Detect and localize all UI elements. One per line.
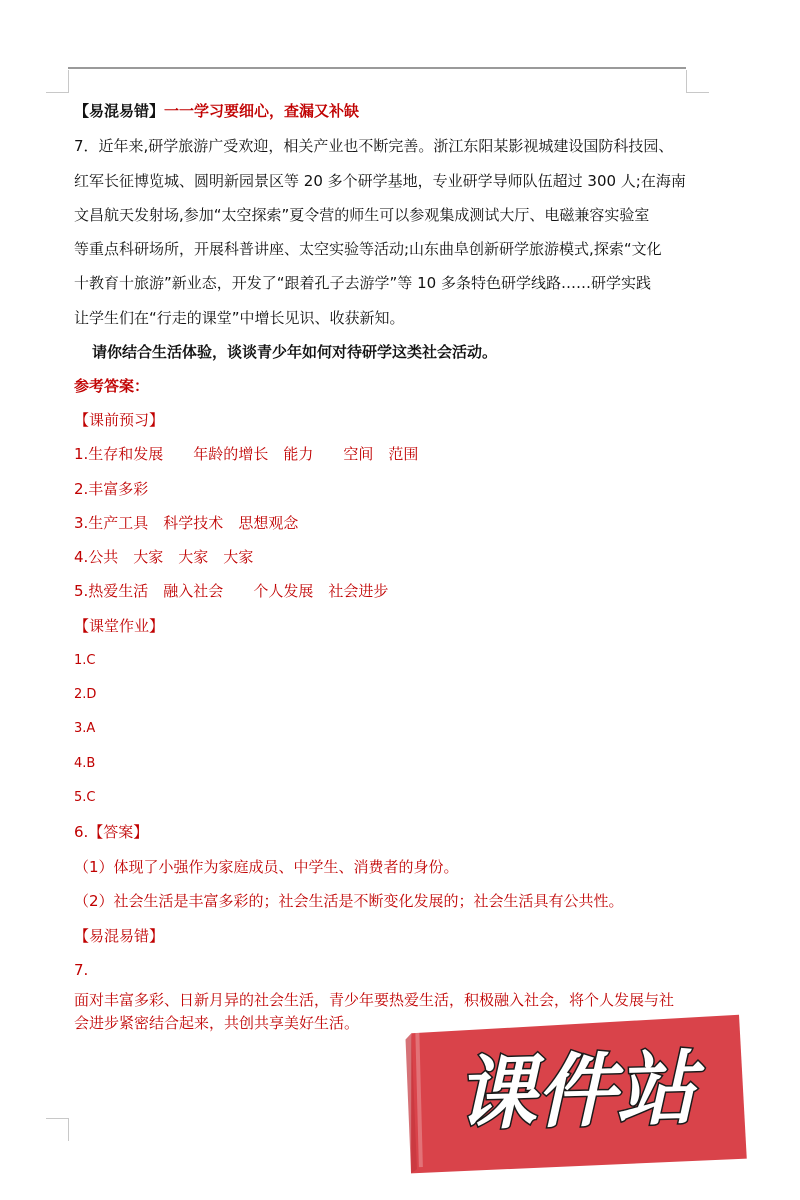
q6-answer-line: （2）社会生活是丰富多彩的；社会生活是不断变化发展的；社会生活具有公共性。: [74, 892, 624, 910]
crop-mark-top-left: [46, 70, 69, 93]
preview-title: 【课前预习】: [74, 411, 165, 429]
homework-item: 5.C: [74, 790, 96, 805]
watermark-logo: [403, 1011, 750, 1177]
homework-item: 3.A: [74, 721, 96, 736]
preview-item: 5.热爱生活 融入社会 个人发展 社会进步: [74, 582, 389, 600]
q7-number: 7.: [74, 961, 89, 979]
q7-answer-line: 面对丰富多彩、日新月异的社会生活，青少年要热爱生活，积极融入社会，将个人发展与社: [74, 991, 675, 1009]
homework-item: 2.D: [74, 687, 97, 702]
watermark-text: 课件站: [454, 1041, 698, 1142]
question-line: 等重点科研场所，开展科普讲座、太空实验等活动;山东曲阜创新研学旅游模式,探索“文化: [74, 240, 662, 258]
homework-item: 1.C: [74, 653, 96, 668]
homework-item: 4.B: [74, 756, 96, 771]
crop-mark-bottom-left: [46, 1118, 69, 1141]
answers-title: 参考答案：: [74, 377, 150, 395]
section-heading-subtitle: 一一学习要细心，查漏又补缺: [164, 102, 360, 120]
preview-item: 2.丰富多彩: [74, 480, 149, 498]
question-line: 红军长征博览城、圆明新园景区等 20 多个研学基地，专业研学导师队伍超过 300 人;在海南: [74, 172, 686, 190]
crop-mark-top-right: [686, 70, 709, 93]
preview-item: 4.公共 大家 大家 大家: [74, 548, 254, 566]
preview-item: 1.生存和发展 年龄的增长 能力 空间 范围: [74, 445, 419, 463]
homework-title: 【课堂作业】: [74, 617, 165, 635]
question-line: 文昌航天发射场,参加“太空探索”夏令营的师生可以参观集成测试大厅、电磁兼容实验室: [74, 206, 650, 224]
question-line: 7．近年来,研学旅游广受欢迎，相关产业也不断完善。浙江东阳某影视城建设国防科技园、: [74, 137, 674, 155]
question-prompt: 请你结合生活体验，谈谈青少年如何对待研学这类社会活动。: [92, 343, 498, 361]
page-header-rule: [68, 67, 686, 69]
q6-answer-line: （1）体现了小强作为家庭成员、中学生、消费者的身份。: [74, 858, 459, 876]
preview-item: 3.生产工具 科学技术 思想观念: [74, 514, 299, 532]
section-heading-bracket: 【易混易错】: [74, 102, 165, 120]
q6-title: 6.【答案】: [74, 823, 149, 841]
q7-answer-line: 会进步紧密结合起来，共创共享美好生活。: [74, 1014, 360, 1032]
section-heading: [74, 101, 359, 121]
question-line: 十教育十旅游”新业态，开发了“跟着孔子去游学”等 10 多条特色研学线路……研学实践: [74, 274, 651, 292]
question-line: 让学生们在“行走的课堂”中增长见识、收获新知。: [74, 309, 405, 327]
confuse-title: 【易混易错】: [74, 927, 165, 945]
